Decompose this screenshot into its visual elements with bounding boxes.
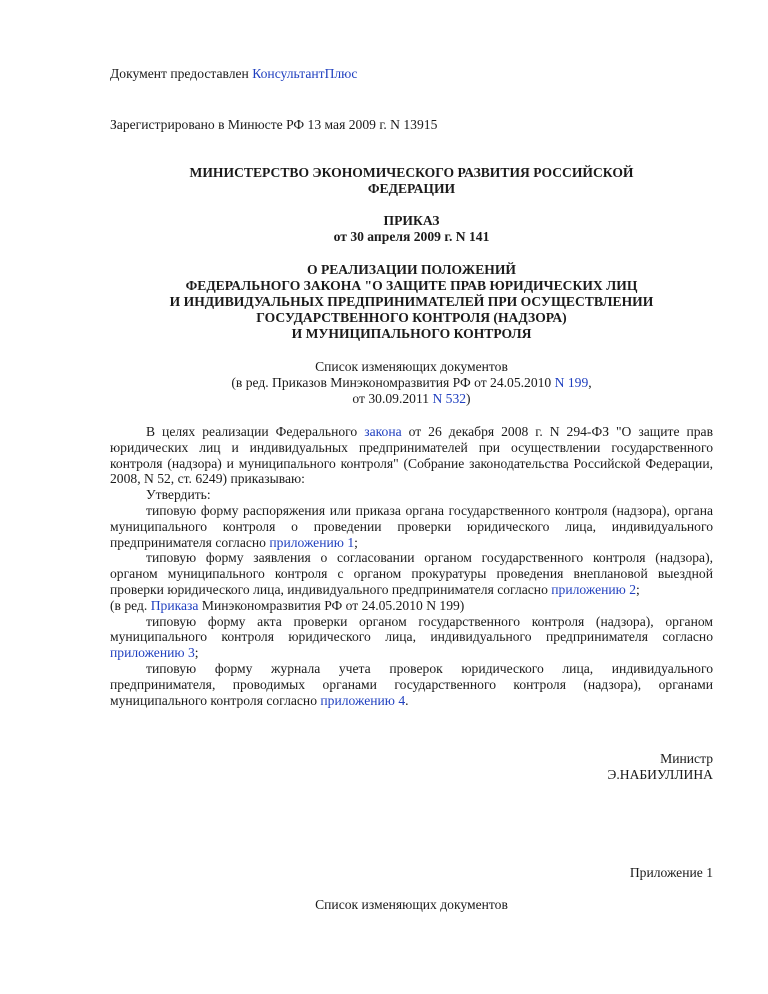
item-4-suffix: . xyxy=(405,692,409,708)
item-1-text: типовую форму распоряжения или приказа органа государственного контроля (надзора), органа муниципального контроля о проведении проверки юридического лица, индивидуального предпринимателя согласно xyxy=(110,502,713,550)
appendix-1-link[interactable]: приложению 1 xyxy=(269,534,355,550)
amendments-line-2-text: (в ред. Приказов Минэкономразвития РФ от 24.05.2010 xyxy=(231,375,555,390)
appendix-3-link[interactable]: приложению 3 xyxy=(110,645,195,661)
edit-note-rest: Минэкономразвития РФ от 24.05.2010 N 199) xyxy=(198,597,465,613)
provided-by-line xyxy=(110,66,357,82)
approve-line: Утвердить: xyxy=(146,487,211,503)
provided-by-text: Документ предоставлен xyxy=(110,66,253,81)
subject-line-2: ФЕДЕРАЛЬНОГО ЗАКОНА "О ЗАЩИТЕ ПРАВ ЮРИДИЧЕСКИХ ЛИЦ xyxy=(185,278,638,293)
amendments-line-2 xyxy=(110,375,713,391)
edit-note-text: (в ред. xyxy=(110,597,151,613)
federal-law-link[interactable]: закона xyxy=(364,424,402,439)
amendments-line-3-suffix: ) xyxy=(466,391,471,406)
intro-paragraph xyxy=(110,424,713,487)
amendments-line-3 xyxy=(110,391,713,407)
item-3-text: типовую форму акта проверки органом государственного контроля (надзора), органом муниципального контроля юридического лица, индивидуального предпринимателя согласно xyxy=(110,613,713,645)
item-1-suffix: ; xyxy=(354,534,358,550)
amendment-link-199[interactable]: N 199 xyxy=(554,375,589,390)
intro-text: В целях реализации Федерального xyxy=(146,424,365,439)
registration-line: Зарегистрировано в Минюсте РФ 13 мая 2009 г. N 13915 xyxy=(110,117,438,132)
item-2-paragraph xyxy=(110,550,713,597)
order-date: от 30 апреля 2009 г. N 141 xyxy=(333,229,490,244)
signature-position: Министр xyxy=(660,751,713,766)
intro-text-rest: от 26 декабря 2008 г. N 294-ФЗ "О защите прав юридических лиц и индивидуальных предпринимателей при осуществлении государственного контроля (надзора) и муниципального контроля" (Собрание законодательства Российской Федерации, 2008, N 52, ст. 6249) приказываю: xyxy=(110,424,713,487)
ministry-title-line-2: ФЕДЕРАЦИИ xyxy=(367,181,456,196)
appendix-label: Приложение 1 xyxy=(629,865,713,880)
order-link[interactable]: Приказа xyxy=(150,597,199,613)
signature-name: Э.НАБИУЛЛИНА xyxy=(607,767,713,782)
amendment-link-532[interactable]: N 532 xyxy=(432,391,467,406)
item-1-paragraph xyxy=(110,503,713,550)
order-title: ПРИКАЗ xyxy=(383,213,440,228)
edit-note xyxy=(110,598,713,614)
appendix-amendments-title: Список изменяющих документов xyxy=(315,897,508,912)
subject-line-3: И ИНДИВИДУАЛЬНЫХ ПРЕДПРИНИМАТЕЛЕЙ ПРИ ОСУЩЕСТВЛЕНИИ xyxy=(169,294,654,309)
subject-line-4: ГОСУДАРСТВЕННОГО КОНТРОЛЯ (НАДЗОРА) xyxy=(256,310,567,325)
appendix-2-link[interactable]: приложению 2 xyxy=(551,581,637,597)
subject-line-5: И МУНИЦИПАЛЬНОГО КОНТРОЛЯ xyxy=(291,326,532,341)
amendments-line-3-text: от 30.09.2011 xyxy=(352,391,433,406)
order-body xyxy=(110,424,713,708)
item-3-paragraph xyxy=(110,614,713,661)
item-3-suffix: ; xyxy=(194,645,199,661)
subject-line-1: О РЕАЛИЗАЦИИ ПОЛОЖЕНИЙ xyxy=(306,262,517,277)
ministry-title-line-1: МИНИСТЕРСТВО ЭКОНОМИЧЕСКОГО РАЗВИТИЯ РОССИЙСКОЙ xyxy=(189,165,634,180)
amendments-line-2-suffix: , xyxy=(588,375,592,390)
item-2-text: типовую форму заявления о согласовании органом государственного контроля (надзора), органом муниципального контроля с органом прокуратуры проведения внеплановой выездной проверки юридического лица, индивидуального предпринимателя согласно xyxy=(110,550,713,597)
item-4-text: типовую форму журнала учета проверок юридического лица, индивидуального предпринимателя, проводимых органами государственного контроля (надзора), органами муниципального контроля согласно xyxy=(110,660,713,708)
item-2-suffix: ; xyxy=(636,581,640,597)
consultant-plus-link[interactable]: КонсультантПлюс xyxy=(252,66,358,81)
item-4-paragraph xyxy=(110,661,713,708)
amendments-title: Список изменяющих документов xyxy=(315,359,508,374)
appendix-4-link[interactable]: приложению 4 xyxy=(320,692,406,708)
